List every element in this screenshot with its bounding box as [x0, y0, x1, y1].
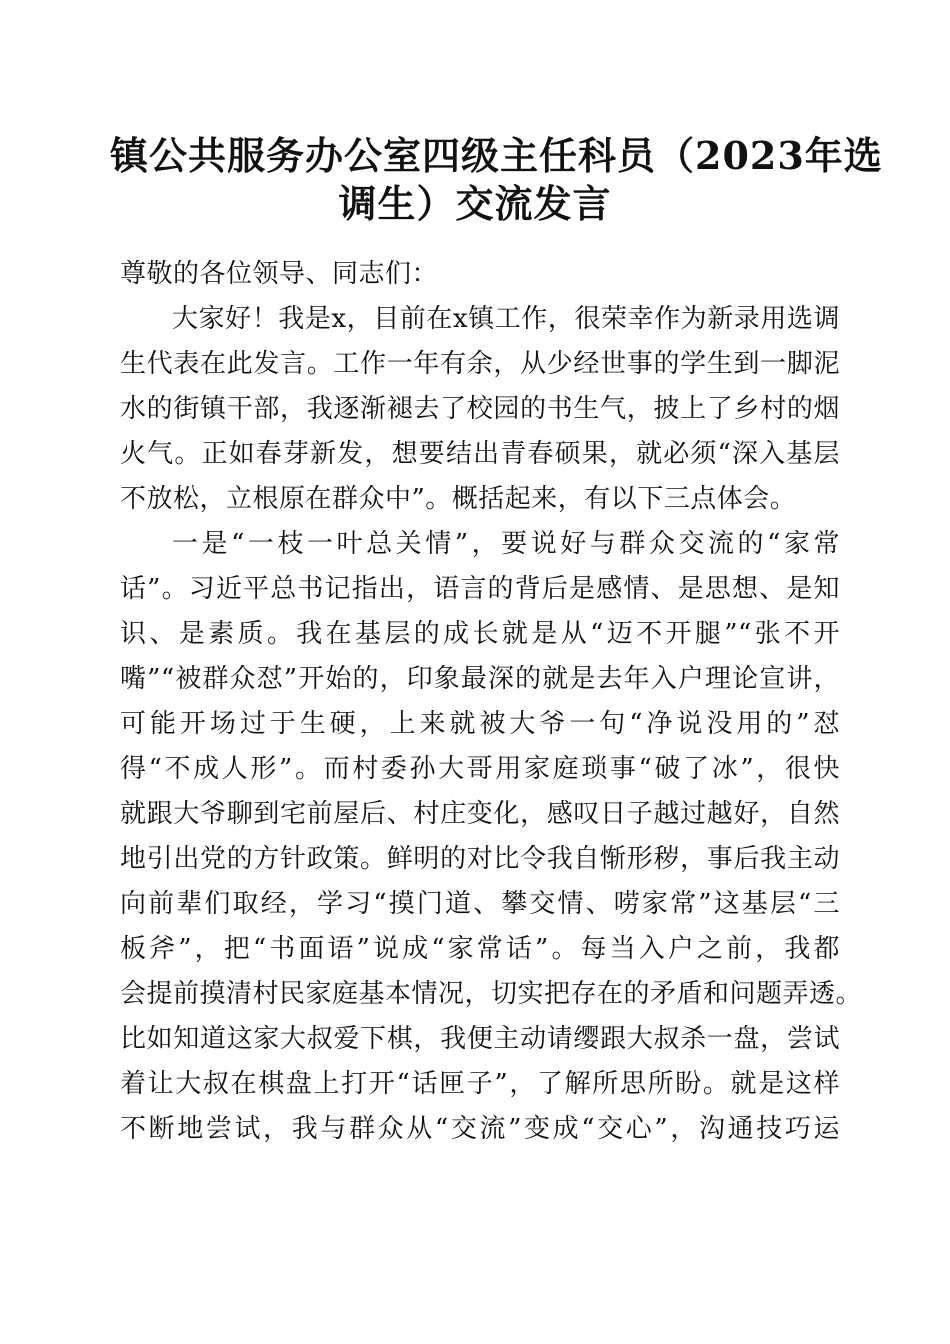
document-body	[120, 252, 863, 1152]
text-line: 板斧”，把“书面语”说成“家常话”。每当入户之前，我都	[120, 934, 840, 964]
title-line: 调生）交流发言	[338, 181, 612, 226]
text-line: 大家好！我是x，目前在x镇工作，很荣幸作为新录用选调	[172, 304, 840, 334]
text-line: 地引出党的方针政策。鲜明的对比令我自惭形秽，事后我主动	[120, 844, 840, 874]
text-line: 得“不成人形”。而村委孙大哥用家庭琐事“破了冰”，很快	[120, 754, 840, 784]
document-title	[110, 132, 883, 228]
salutation: 尊敬的各位领导、同志们：	[120, 259, 439, 289]
text-line: 可能开场过于生硬，上来就被大爷一句“净说没用的”怼	[120, 709, 840, 739]
text-line: 向前辈们取经，学习“摸门道、攀交情、唠家常”这基层“三	[120, 889, 840, 919]
text-line: 生代表在此发言。工作一年有余，从少经世事的学生到一脚泥	[120, 349, 840, 379]
text-line: 话”。习近平总书记指出，语言的背后是感情、是思想、是知	[120, 574, 840, 604]
text-line: 嘴”“被群众怼”开始的，印象最深的就是去年入户理论宣讲，	[120, 664, 840, 694]
text-line: 火气。正如春芽新发，想要结出青春硕果，就必须“深入基层	[120, 439, 840, 469]
text-line: 会提前摸清村民家庭基本情况，切实把存在的矛盾和问题弄透。	[120, 979, 863, 1009]
paragraph-intro	[120, 297, 840, 522]
text-line: 比如知道这家大叔爱下棋，我便主动请缨跟大叔杀一盘，尝试	[120, 1024, 840, 1054]
text-line: 水的街镇干部，我逐渐褪去了校园的书生气，披上了乡村的烟	[120, 394, 840, 424]
title-line: 镇公共服务办公室四级主任科员（2023年选	[110, 133, 883, 178]
text-line: 一是“一枝一叶总关情”，要说好与群众交流的“家常	[172, 529, 840, 559]
text-line: 识、是素质。我在基层的成长就是从“迈不开腿”“张不开	[120, 619, 840, 649]
text-line: 不放松，立根原在群众中”。概括起来，有以下三点体会。	[120, 484, 797, 514]
text-line: 着让大叔在棋盘上打开“话匣子”，了解所思所盼。就是这样	[120, 1069, 840, 1099]
paragraph-point-one	[120, 522, 863, 1152]
text-line: 就跟大爷聊到宅前屋后、村庄变化，感叹日子越过越好，自然	[120, 799, 840, 829]
text-line: 不断地尝试，我与群众从“交流”变成“交心”，沟通技巧运	[120, 1114, 840, 1144]
